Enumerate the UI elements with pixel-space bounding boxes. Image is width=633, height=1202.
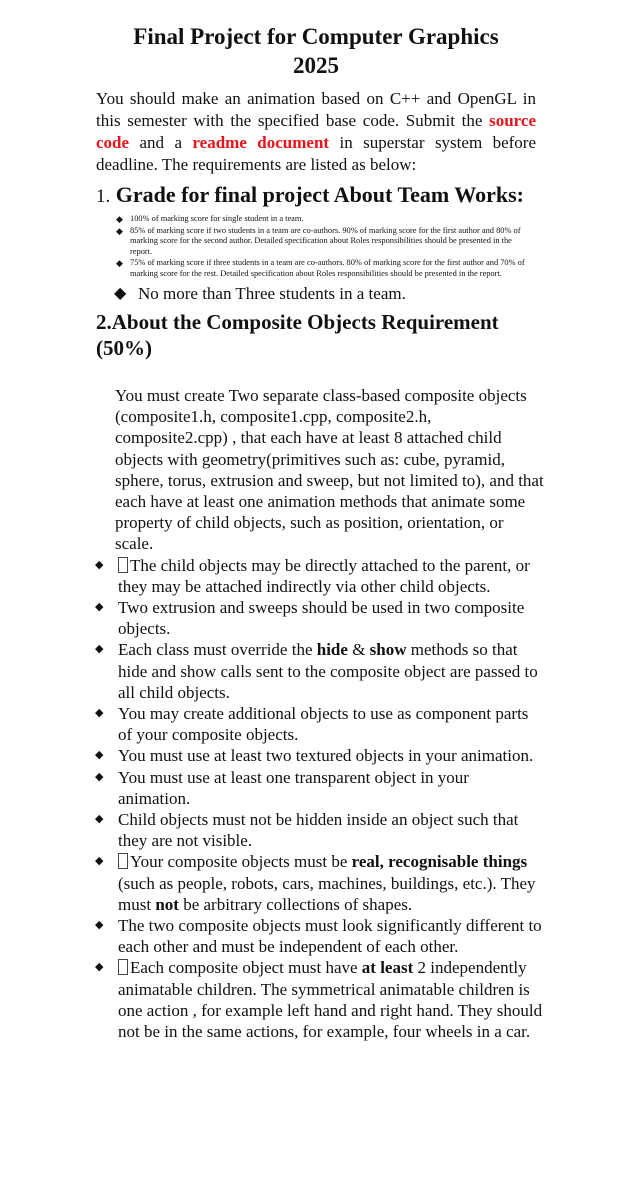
list-item: ◆ Child objects must not be hidden inside an object such that they are not visible. xyxy=(95,810,519,851)
diamond-bullet-icon: ◆ xyxy=(95,855,104,868)
intro-text-2: and a xyxy=(129,133,193,152)
doc-title-line2: 2025 xyxy=(293,53,339,78)
list-item: ◆ Two extrusion and sweeps should be used in two composite objects. xyxy=(95,598,525,639)
diamond-bullet-icon: ◆ xyxy=(116,225,123,236)
intro-text-1: You should make an animation based on C++ and OpenGL in this semester with the specified base code. Submit the xyxy=(96,89,536,130)
section1-number: 1. xyxy=(96,186,111,207)
intro-text-3: in superstar system before deadline. The requirements are listed as below: xyxy=(96,133,537,174)
diamond-bullet-icon: ◆ xyxy=(95,707,104,720)
section2-heading: 2.About the Composite Objects Requirement (50%) xyxy=(96,309,499,360)
list-item: ◆ 85% of marking score if two students in a team are co-authors. 90% of marking score for the first author and 80% of marking score for the second author. Detailed specification about Roles responsibilities should be presented in the report. xyxy=(116,225,521,256)
readme-highlight: readme document xyxy=(192,133,330,152)
doc-title-line1: Final Project for Computer Graphics xyxy=(133,24,499,49)
section1-title: Grade for final project About Team Works: xyxy=(115,182,524,207)
section1-heading xyxy=(96,182,536,210)
diamond-bullet-icon: ◆ xyxy=(95,961,104,974)
list-item: ◆ 75% of marking score if three students in a team are co-authors. 80% of marking score for the first author and 70% of marking score for the rest. Detailed specification about Roles responsibilities should be presented in the report. xyxy=(116,258,525,278)
diamond-bullet-icon: ◆ xyxy=(95,770,104,783)
list-item: ◆ Each class must override the hide & show methods so that hide and show calls sent to the composite object are passed to all child objects. xyxy=(95,640,538,702)
list-item: ◆ You must use at least one transparent object in your animation. xyxy=(95,767,469,808)
list-item: ◆ The two composite objects must look significantly different to each other and must be independent of each other. xyxy=(95,916,542,957)
diamond-bullet-icon: ◆ xyxy=(95,643,104,656)
missing-glyph-icon xyxy=(118,959,128,975)
diamond-bullet-icon: ◆ xyxy=(95,749,104,762)
list-item: ◆ The child objects may be directly attached to the parent, or they may be attached indirectly via other child objects. xyxy=(95,555,530,596)
diamond-bullet-icon: ◆ xyxy=(114,284,127,302)
diamond-bullet-icon: ◆ xyxy=(116,214,123,224)
missing-glyph-icon xyxy=(118,557,128,573)
intro-paragraph xyxy=(96,88,536,176)
document-header xyxy=(96,22,536,361)
diamond-bullet-icon: ◆ xyxy=(95,919,104,932)
team-rules-list xyxy=(116,214,536,280)
list-item: ◆ Your composite objects must be real, recognisable things (such as people, robots, cars, machines, buildings, etc.). They must not be arbitrary collections of shapes. xyxy=(95,852,536,914)
section2-paragraph: You must create Two separate class-based composite objects (composite1.h, composite1.cpp, composite2.h, composite2.cpp) , that each have at least 8 attached child objects with geometry(primitives such as: cube, pyramid, sphere, torus, extrusion and sweep, but not limited to), and that each have at least one animation methods that animate some property of child objects, such as position, orientation, or scale. xyxy=(115,386,544,554)
diamond-bullet-icon: ◆ xyxy=(116,258,123,269)
source-code-highlight: source code xyxy=(96,111,536,152)
list-item: ◆ You must use at least two textured objects in your animation. xyxy=(95,746,534,766)
list-item: ◆ 100% of marking score for single student in a team. xyxy=(116,214,304,224)
diamond-bullet-icon: ◆ xyxy=(95,813,104,826)
list-item: ◆ Each composite object must have at least 2 independently animatable children. The symmetrical animatable children is one action , for example left hand and right hand. They should not be in the same actions, for example, four wheels in a car. xyxy=(95,958,543,1042)
team-size-rule: ◆ No more than Three students in a team. xyxy=(114,283,406,303)
diamond-bullet-icon: ◆ xyxy=(95,558,104,571)
section2-body xyxy=(84,385,544,1042)
list-item: ◆ You may create additional objects to use as component parts of your composite objects. xyxy=(95,704,529,745)
diamond-bullet-icon: ◆ xyxy=(95,601,104,614)
missing-glyph-icon xyxy=(118,853,128,869)
